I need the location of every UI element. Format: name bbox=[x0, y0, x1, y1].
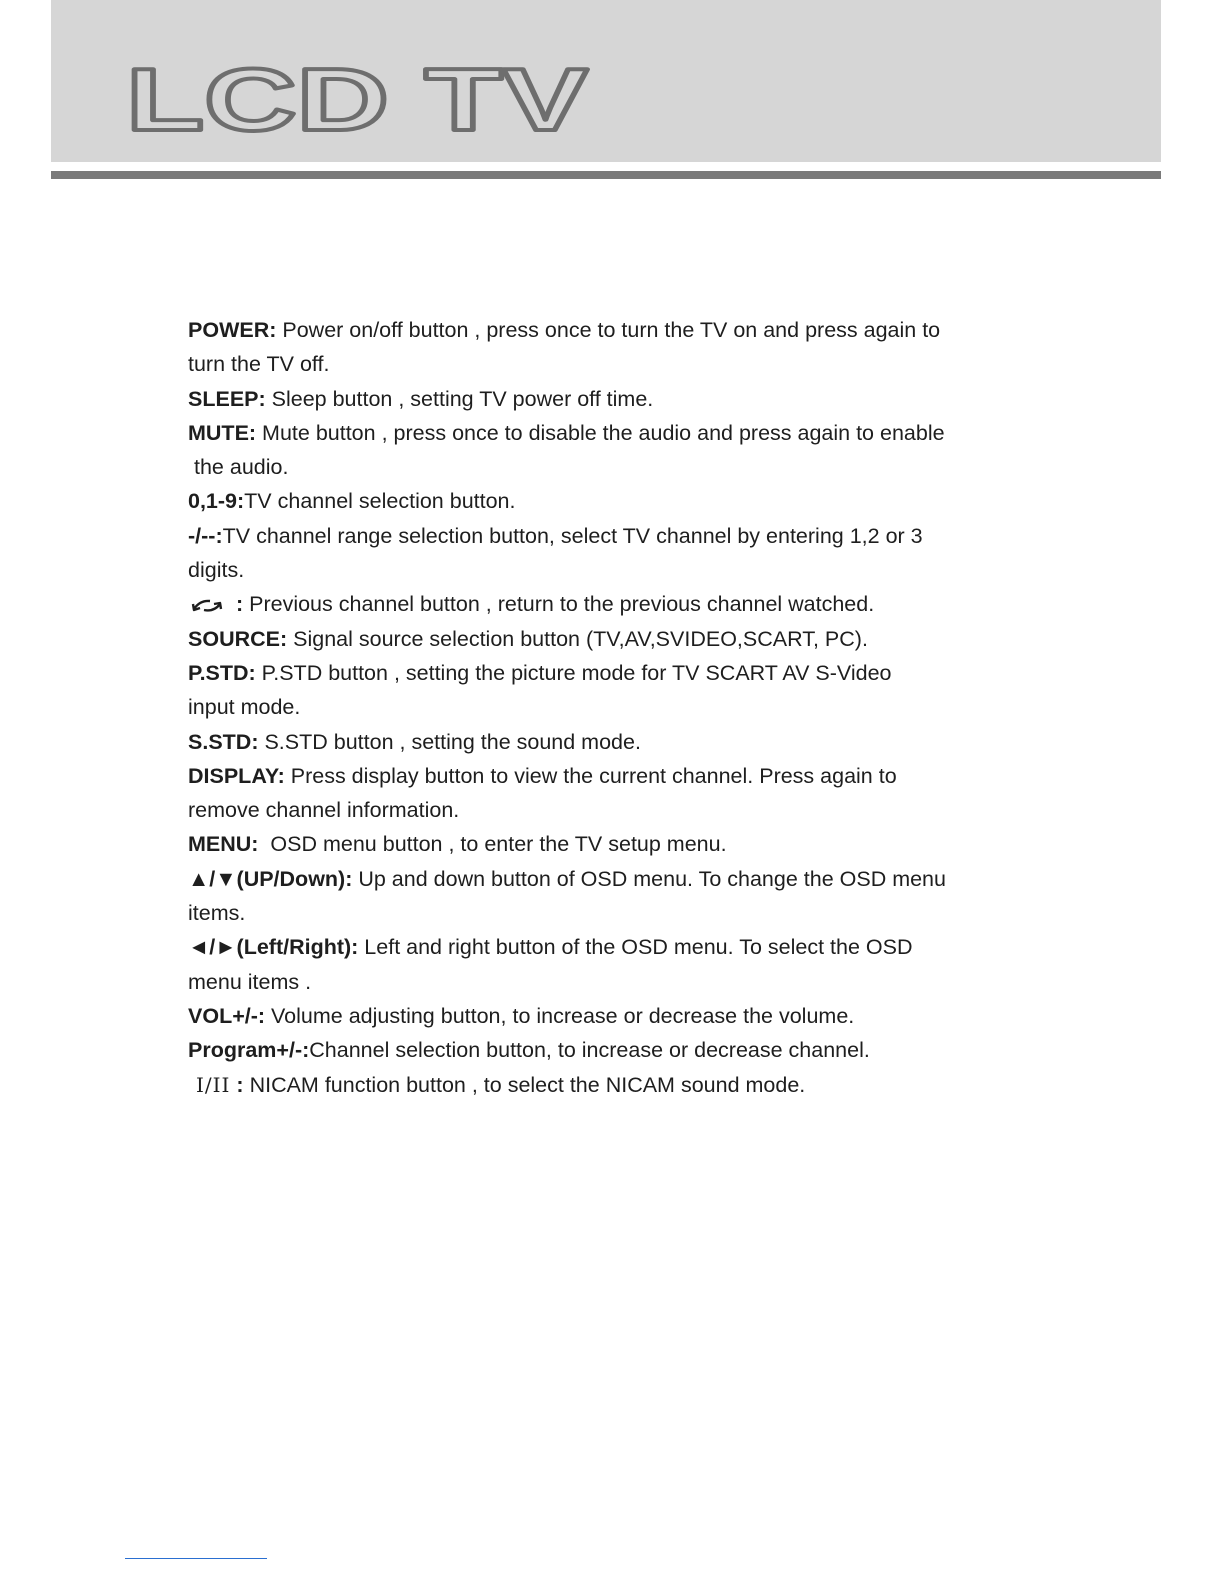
entry-label: S.STD: bbox=[188, 729, 259, 754]
entry-label: ◄/►(Left/Right): bbox=[188, 935, 359, 960]
entry-label: ▲/▼(UP/Down): bbox=[188, 866, 353, 891]
entry-text: digits. bbox=[188, 558, 245, 583]
entry-text: Left and right button of the OSD menu. To select the OSD bbox=[358, 935, 913, 960]
entry-continuation bbox=[188, 553, 1098, 587]
entry-label: P.STD: bbox=[188, 660, 256, 685]
footer-divider bbox=[125, 1558, 267, 1559]
entry-text: Channel selection button, to increase or decrease channel. bbox=[309, 1038, 870, 1063]
entry-continuation bbox=[188, 450, 1098, 484]
entry-text: TV channel range selection button, select TV channel by entering 1,2 or 3 bbox=[222, 523, 923, 548]
entry-range bbox=[188, 519, 1098, 553]
entry-mute bbox=[188, 416, 1098, 450]
entry-text: Power on/off button , press once to turn the TV on and press again to bbox=[276, 318, 941, 342]
entry-text: Volume adjusting button, to increase or decrease the volume. bbox=[265, 1003, 855, 1028]
return-arrows-icon bbox=[188, 594, 230, 618]
entry-digits bbox=[188, 484, 1098, 518]
entry-label: : bbox=[230, 592, 244, 617]
entry-text: Up and down button of OSD menu. To change the OSD menu bbox=[352, 866, 946, 891]
entry-vol bbox=[188, 999, 1098, 1033]
entry-label: 0,1-9: bbox=[188, 489, 245, 514]
entry-continuation bbox=[188, 347, 1098, 381]
entry-label: Program+/-: bbox=[188, 1038, 310, 1063]
entry-label: SLEEP: bbox=[188, 386, 266, 411]
entry-text: Sleep button , setting TV power off time. bbox=[265, 386, 654, 411]
entry-text: TV channel selection button. bbox=[244, 489, 516, 514]
entry-label: : bbox=[230, 1072, 244, 1097]
entry-label: DISPLAY: bbox=[188, 763, 285, 788]
entry-label: MUTE: bbox=[188, 420, 257, 445]
entry-text: Previous channel button , return to the previous channel watched. bbox=[243, 592, 875, 617]
nicam-glyph: I/II bbox=[196, 1072, 231, 1097]
entry-power bbox=[188, 313, 1098, 347]
entry-text: Mute button , press once to disable the audio and press again to enable bbox=[256, 420, 945, 445]
entry-label: VOL+/-: bbox=[188, 1003, 266, 1028]
entry-continuation bbox=[188, 965, 1098, 999]
entry-label: -/--: bbox=[188, 523, 223, 548]
entry-text: NICAM function button , to select the NICAM sound mode. bbox=[243, 1072, 806, 1097]
entry-nicam bbox=[188, 1068, 1098, 1102]
entry-text: input mode. bbox=[188, 695, 301, 720]
page-title bbox=[124, 58, 594, 138]
entry-text: Press display button to view the current channel. Press again to bbox=[284, 763, 897, 788]
entry-sleep bbox=[188, 382, 1098, 416]
entry-text: menu items . bbox=[188, 969, 312, 994]
entry-text: the audio. bbox=[194, 455, 289, 480]
entry-display bbox=[188, 759, 1098, 793]
entry-text: items. bbox=[188, 901, 246, 926]
entry-label: SOURCE: bbox=[188, 626, 288, 651]
entry-text: turn the TV off. bbox=[188, 352, 330, 377]
entry-updown bbox=[188, 862, 1098, 896]
entry-previous bbox=[188, 587, 1098, 621]
entry-label: POWER: bbox=[188, 318, 277, 342]
entry-label: MENU: bbox=[188, 832, 259, 857]
entry-text: S.STD button , setting the sound mode. bbox=[258, 729, 641, 754]
entry-text: OSD menu button , to enter the TV setup menu. bbox=[258, 832, 727, 857]
entry-source bbox=[188, 622, 1098, 656]
entry-text: P.STD button , setting the picture mode for TV SCART AV S-Video bbox=[255, 660, 892, 685]
entry-program bbox=[188, 1033, 1098, 1067]
entry-sstd bbox=[188, 725, 1098, 759]
header-divider bbox=[51, 171, 1161, 179]
entry-text: remove channel information. bbox=[188, 798, 460, 823]
entry-continuation bbox=[188, 793, 1098, 827]
entry-text: Signal source selection button (TV,AV,SVIDEO,SCART, PC). bbox=[287, 626, 868, 651]
entry-menu bbox=[188, 827, 1098, 861]
button-descriptions bbox=[188, 313, 1098, 1102]
entry-pstd bbox=[188, 656, 1098, 690]
entry-continuation bbox=[188, 690, 1098, 724]
entry-continuation bbox=[188, 896, 1098, 930]
entry-leftright bbox=[188, 930, 1098, 964]
page-title-text: LCD TV bbox=[126, 58, 589, 138]
